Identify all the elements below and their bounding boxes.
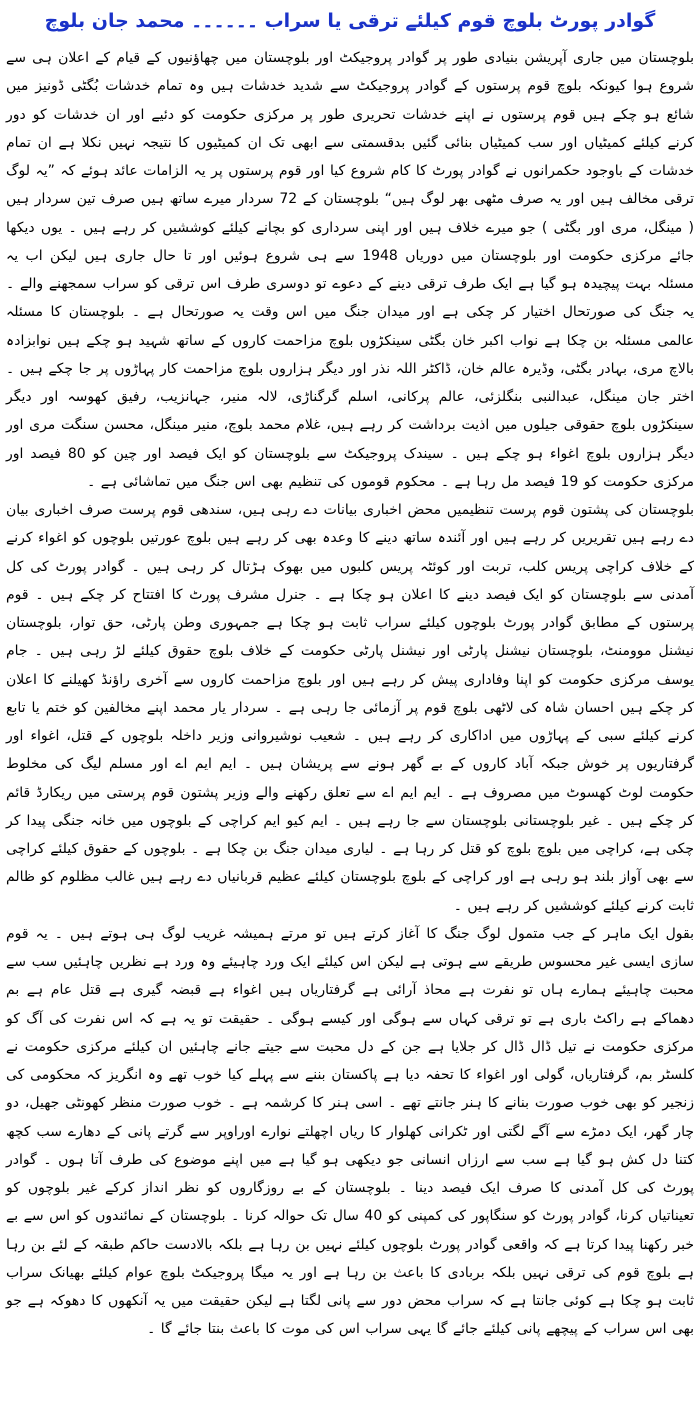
article-paragraph: بلوچستان میں جاری آپریشن بنیادی طور پر گوادر پروجیکٹ اور بلوچستان میں چھاؤنیوں کے قیام کے اعلان ہی سے شروع ہوا کیونکہ بلوچ قوم پرستوں کے گوادر پروجیکٹ سے شدید خدشات ہیں وہ تمام خدشات بُگٹی ڈونیز میں شائع ہو چکے ہیں قوم پرستوں نے اپنے خدشات تحریری طور پر مرکزی حکومت کو دئیے اور ان خدشات کو دور کرنے کیلئے کمیٹیاں اور سب کمیٹیاں بنائی گئیں بدقسمتی سے ابھی تک ان کمیٹیوں کا نتیجہ نہیں نکلا ہے ان تمام خدشات کے باوجود حکمرانوں نے گوادر پورٹ کا کام شروع کیا اور قوم پرستوں پر یہ الزامات عائد ہوئے کہ ”یہ لوگ ترقی مخالف ہیں اور یہ صرف مٹھی بھر لوگ ہیں“ بلوچستان کے 72 سردار میرے ساتھ ہیں صرف تین سردار ہیں ( مینگل، مری اور بگٹی ) جو میرے خلاف ہیں اور اپنی سرداری کو بچانے کیلئے کوششیں کر رہے ہیں ۔ یوں دیکھا جائے مرکزی حکومت اور بلوچستان میں دوریاں 1948 سے ہی شروع ہوئیں اور تا حال جاری ہیں لیکن اب یہ مسئلہ بہت پیچیدہ ہو گیا ہے ایک طرف ترقی دینے کے دعوے تو دوسری طرف اس ترقی کو سراب سمجھنے والے ۔ یہ جنگ کی صورتحال اختیار کر چکی ہے اور میدان جنگ میں اس وقت یہ صورتحال ہے ۔ بلوچستان کا مسئلہ عالمی مسئلہ بن چکا ہے نواب اکبر خان بگٹی سینکڑوں بلوچ مزاحمت کاروں کے ساتھ شہید ہو چکے ہیں نوابزادہ بالاچ مری، بہادر بگٹی، وڈیرہ عالم خان، ڈاکٹر اللہ نذر اور دیگر ہزاروں بلوچ مزاحمت کار پہاڑوں پر جا چکے ہیں ۔ اختر جان مینگل، عبدالنبی بنگلزئی، عالم پرکانی، اسلم گرگناڑی، لالہ منیر، جہانزیب، رفیق کھوسہ اور دیگر سینکڑوں بلوچ حقوقی جیلوں میں اذیت برداشت کر رہے ہیں، غلام محمد بلوچ، منیر مینگل، محسن سنگت مری اور دیگر ہزاروں بلوچ اغواء ہو چکے ہیں ۔ سیندک پروجیکٹ سے بلوچستان کو ایک فیصد اور چین کو 80 فیصد اور مرکزی حکومت کو 19 فیصد مل رہا ہے ۔ محکوم قوموں کی تنظیم بھی اس جنگ میں تماشائی ہے ۔ — [6, 50, 695, 490]
article-body — [6, 44, 694, 1344]
article-paragraph: بقول ایک ماہر کے جب متمول لوگ جنگ کا آغاز کرتے ہیں تو مرتے ہمیشہ غریب لوگ ہی ہوتے ہیں ۔ یہ قوم سازی ایسی غیر محسوس طریقے سے ہوتی ہے لیکن اس کیلئے ایک ورد چاہیئے وہ ورد ہے نظریں چاہئیں سب سے محبت چاہیئے ہمارے ہاں تو نفرت ہے محاذ آرائی ہے گرفتاریاں ہیں اغواء ہے قبضہ گیری ہے قتل عام ہے بم دھماکے ہے راکٹ باری ہے تو ترقی کہاں سے ہوگی اور کیسے ہوگی ۔ حقیقت تو یہ ہے کہ اس نفرت کی آگ کو مرکزی حکومت نے تیل ڈال ڈال کر جلایا ہے جن کے دل محبت سے جیتے جانے چاہئیں ان کیلئے مرکزی حکومت نے کلسٹر بم، گرفتاریاں، گولی اور اغواء کا تحفہ دیا ہے پاکستان بننے سے پہلے کیا خوب تھے وہ انگریز کہ محکومی کی زنجیر کو بھی خوب صورت بنانے کا ہنر جانتے تھے ۔ اسی ہنر کا کرشمہ ہے ۔ خوب صورت منظر کھونٹی جھیل، دو چار گھر، ایک دمڑے سے آگے لگتی اور ٹکرانی کھلوار کا ریاں اچھلتے نوارے اوراوپر سے گرتے پانی کے دھارے سب کچھ کتنا دل کش ہو گیا ہے سب سے ارزاں انسانی جو دیکھی ہو گیا ہے میں اپنے موضوع کی طرف آتا ہوں ۔ گوادر پورٹ کی کل آمدنی کا صرف ایک فیصد دینا ۔ بلوچستان کے بے روزگاروں کو نظر انداز کرکے غیر بلوچوں کو تعیناتیاں کرنا، گوادر پورٹ کو سنگاپور کی کمپنی کو 40 سال تک حوالہ کرنا ۔ بلوچستان کے نمائندوں کو اس سے بے خبر رکھنا پیدا کرتا ہے کہ واقعی گوادر پورٹ بلوچوں کیلئے نہیں بن رہا ہے بلکہ بالادست حاکم طبقہ کے لئے بن رہا ہے بلوچ قوم کی ترقی نہیں بلکہ بربادی کا باعث بن رہا ہے اور یہ میگا پروجیکٹ بلوچ عوام کیلئے بھیانک سراب ثابت ہو چکا ہے کوئی جانتا ہے کہ سراب محض دور سے پانی لگتا ہے لیکن حقیقت میں یہ آنکھوں کا دھوکہ ہے جو بھی اس سراب کے پیچھے پانی کیلئے جائے گا یہی سراب اس کی موت کا باعث بنتا جائے گا ۔ — [6, 925, 694, 1338]
article-paragraph: بلوچستان کی پشتون قوم پرست تنظیمیں محض اخباری بیانات دے رہی ہیں، سندھی قوم پرست صرف اخباری بیان دے رہے ہیں تقریریں کر رہے ہیں اور آئندہ ساتھ دینے کا وعدہ بھی کر رہے ہیں بلوچ عورتیں بلوچوں کو اغواء کرنے کے خلاف کراچی پریس کلب، تربت اور کوئٹہ پریس کلبوں میں بھوک ہڑتال کر رہی ہیں ۔ گوادر پورٹ کی کل آمدنی سے بلوچستان کو ایک فیصد دینے کا اعلان ہو چکا ہے ۔ جنرل مشرف پورٹ کا افتتاح کر چکے ہیں ۔ قوم پرستوں کے مطابق گوادر پورٹ بلوچوں کیلئے سراب ثابت ہو چکا ہے جمہوری وطن پارٹی، حق توار، بلوچستان نیشنل موومنٹ، بلوچستان نیشنل پارٹی اور نیشنل پارٹی حکومت کے خلاف بلوچ حقوق کیلئے لڑ رہی ہیں ۔ جام یوسف مرکزی حکومت کو اپنا وفاداری پیش کر رہے ہیں اور بلوچ مزاحمت کاروں سے آخری راؤنڈ کھیلنے کا اعلان کر چکے ہیں احسان شاہ کی لاٹھی بلوچ قوم پر آزمائی جا رہی ہے ۔ سردار یار محمد اپنے مخالفین کو ختم یا تابع کرنے کیلئے سبی کے پہاڑوں میں اداکاری کر رہے ہیں ۔ شعیب نوشیروانی وزیر داخلہ بلوچوں کے قتل، اغواء اور گرفتاریوں پر خوش جبکہ آباد کاروں کے بے گھر ہونے سے پریشان ہیں ۔ ایم ایم اے اور مسلم لیگ کی مخلوط حکومت لوٹ کھسوٹ میں مصروف ہے ۔ ایم ایم اے سے تعلق رکھنے والے وزیر پشتون قوم پرستی میں ریکارڈ قائم کر چکے ہیں ۔ غیر بلوچستانی بلوچستان سے جا رہے ہیں ۔ ایم کیو ایم کراچی کے بلوچوں میں خانہ جنگی پیدا کر چکی ہے، کراچی میں بلوچ بلوچ کو قتل کر رہا ہے ۔ لیاری میدان جنگ بن چکا ہے ۔ بلوچوں کے حقوق کیلئے کراچی سے بھی آواز بلند ہو رہی ہے اور کراچی کے بلوچ بلوچستان کیلئے عظیم قربانیاں دے رہے ہیں غالب مظلوم کو ظالم ثابت کرنے کیلئے کوششیں کر رہے ہیں ۔ — [6, 502, 694, 914]
article-title: گوادر پورٹ بلوچ قوم کیلئے ترقی یا سراب ۔۔۔۔۔۔ محمد جان بلوچ — [44, 10, 656, 32]
